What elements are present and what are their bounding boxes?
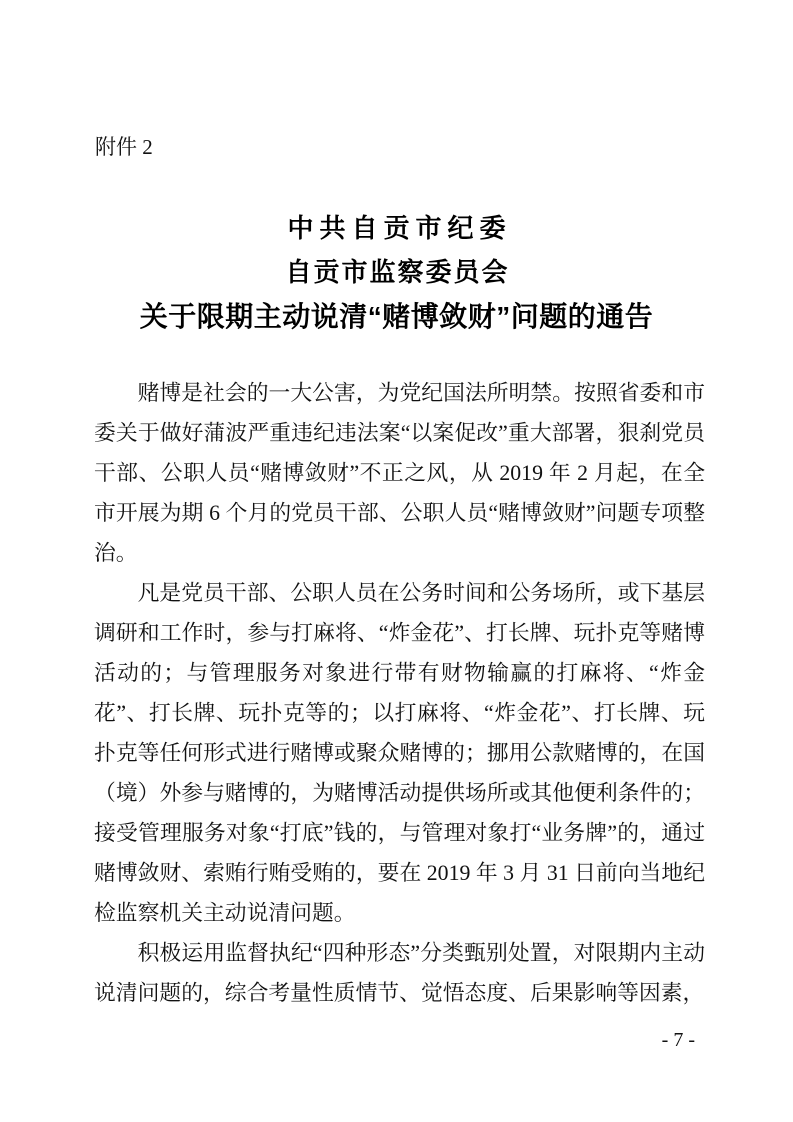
- body-paragraph: 积极运用监督执纪“四种形态”分类甄别处置，对限期内主动说清问题的，综合考量性质情节、觉悟态度、后果影响等因素，: [94, 941, 705, 1005]
- title-subject-line: 关于限期主动说清“赌博敛财”问题的通告: [139, 301, 654, 332]
- attachment-label: 附件 2: [95, 135, 153, 159]
- title-issuer-line-1: 中共自贡市纪委: [287, 213, 512, 243]
- title-issuer-line-2: 自贡市监察委员会: [285, 257, 510, 287]
- document-body: [94, 373, 705, 1013]
- page-number: - 7 -: [661, 1029, 695, 1051]
- body-paragraph: 凡是党员干部、公职人员在公务时间和公务场所，或下基层调研和工作时，参与打麻将、“炸金花”、打长牌、玩扑克等赌博活动的；与管理服务对象进行带有财物输赢的打麻将、“炸金花”、打长牌、玩扑克等的；以打麻将、“炸金花”、打长牌、玩扑克等任何形式进行赌博或聚众赌博的；挪用公款赌博的，在国（境）外参与赌博的，为赌博活动提供场所或其他便利条件的；接受管理服务对象“打底”钱的，与管理对象打“业务牌”的，通过赌博敛财、索贿行贿受贿的，要在 2019 年 3 月 31 日前向当地纪检监察机关主动说清问题。: [94, 581, 705, 925]
- document-title: [0, 206, 793, 340]
- body-paragraph: 赌博是社会的一大公害，为党纪国法所明禁。按照省委和市委关于做好蒲波严重违纪违法案“以案促改”重大部署，狠刹党员干部、公职人员“赌博敛财”不正之风，从 2019 年 2 月起，在全市开展为期 6 个月的党员干部、公职人员“赌博敛财”问题专项整治。: [94, 381, 705, 565]
